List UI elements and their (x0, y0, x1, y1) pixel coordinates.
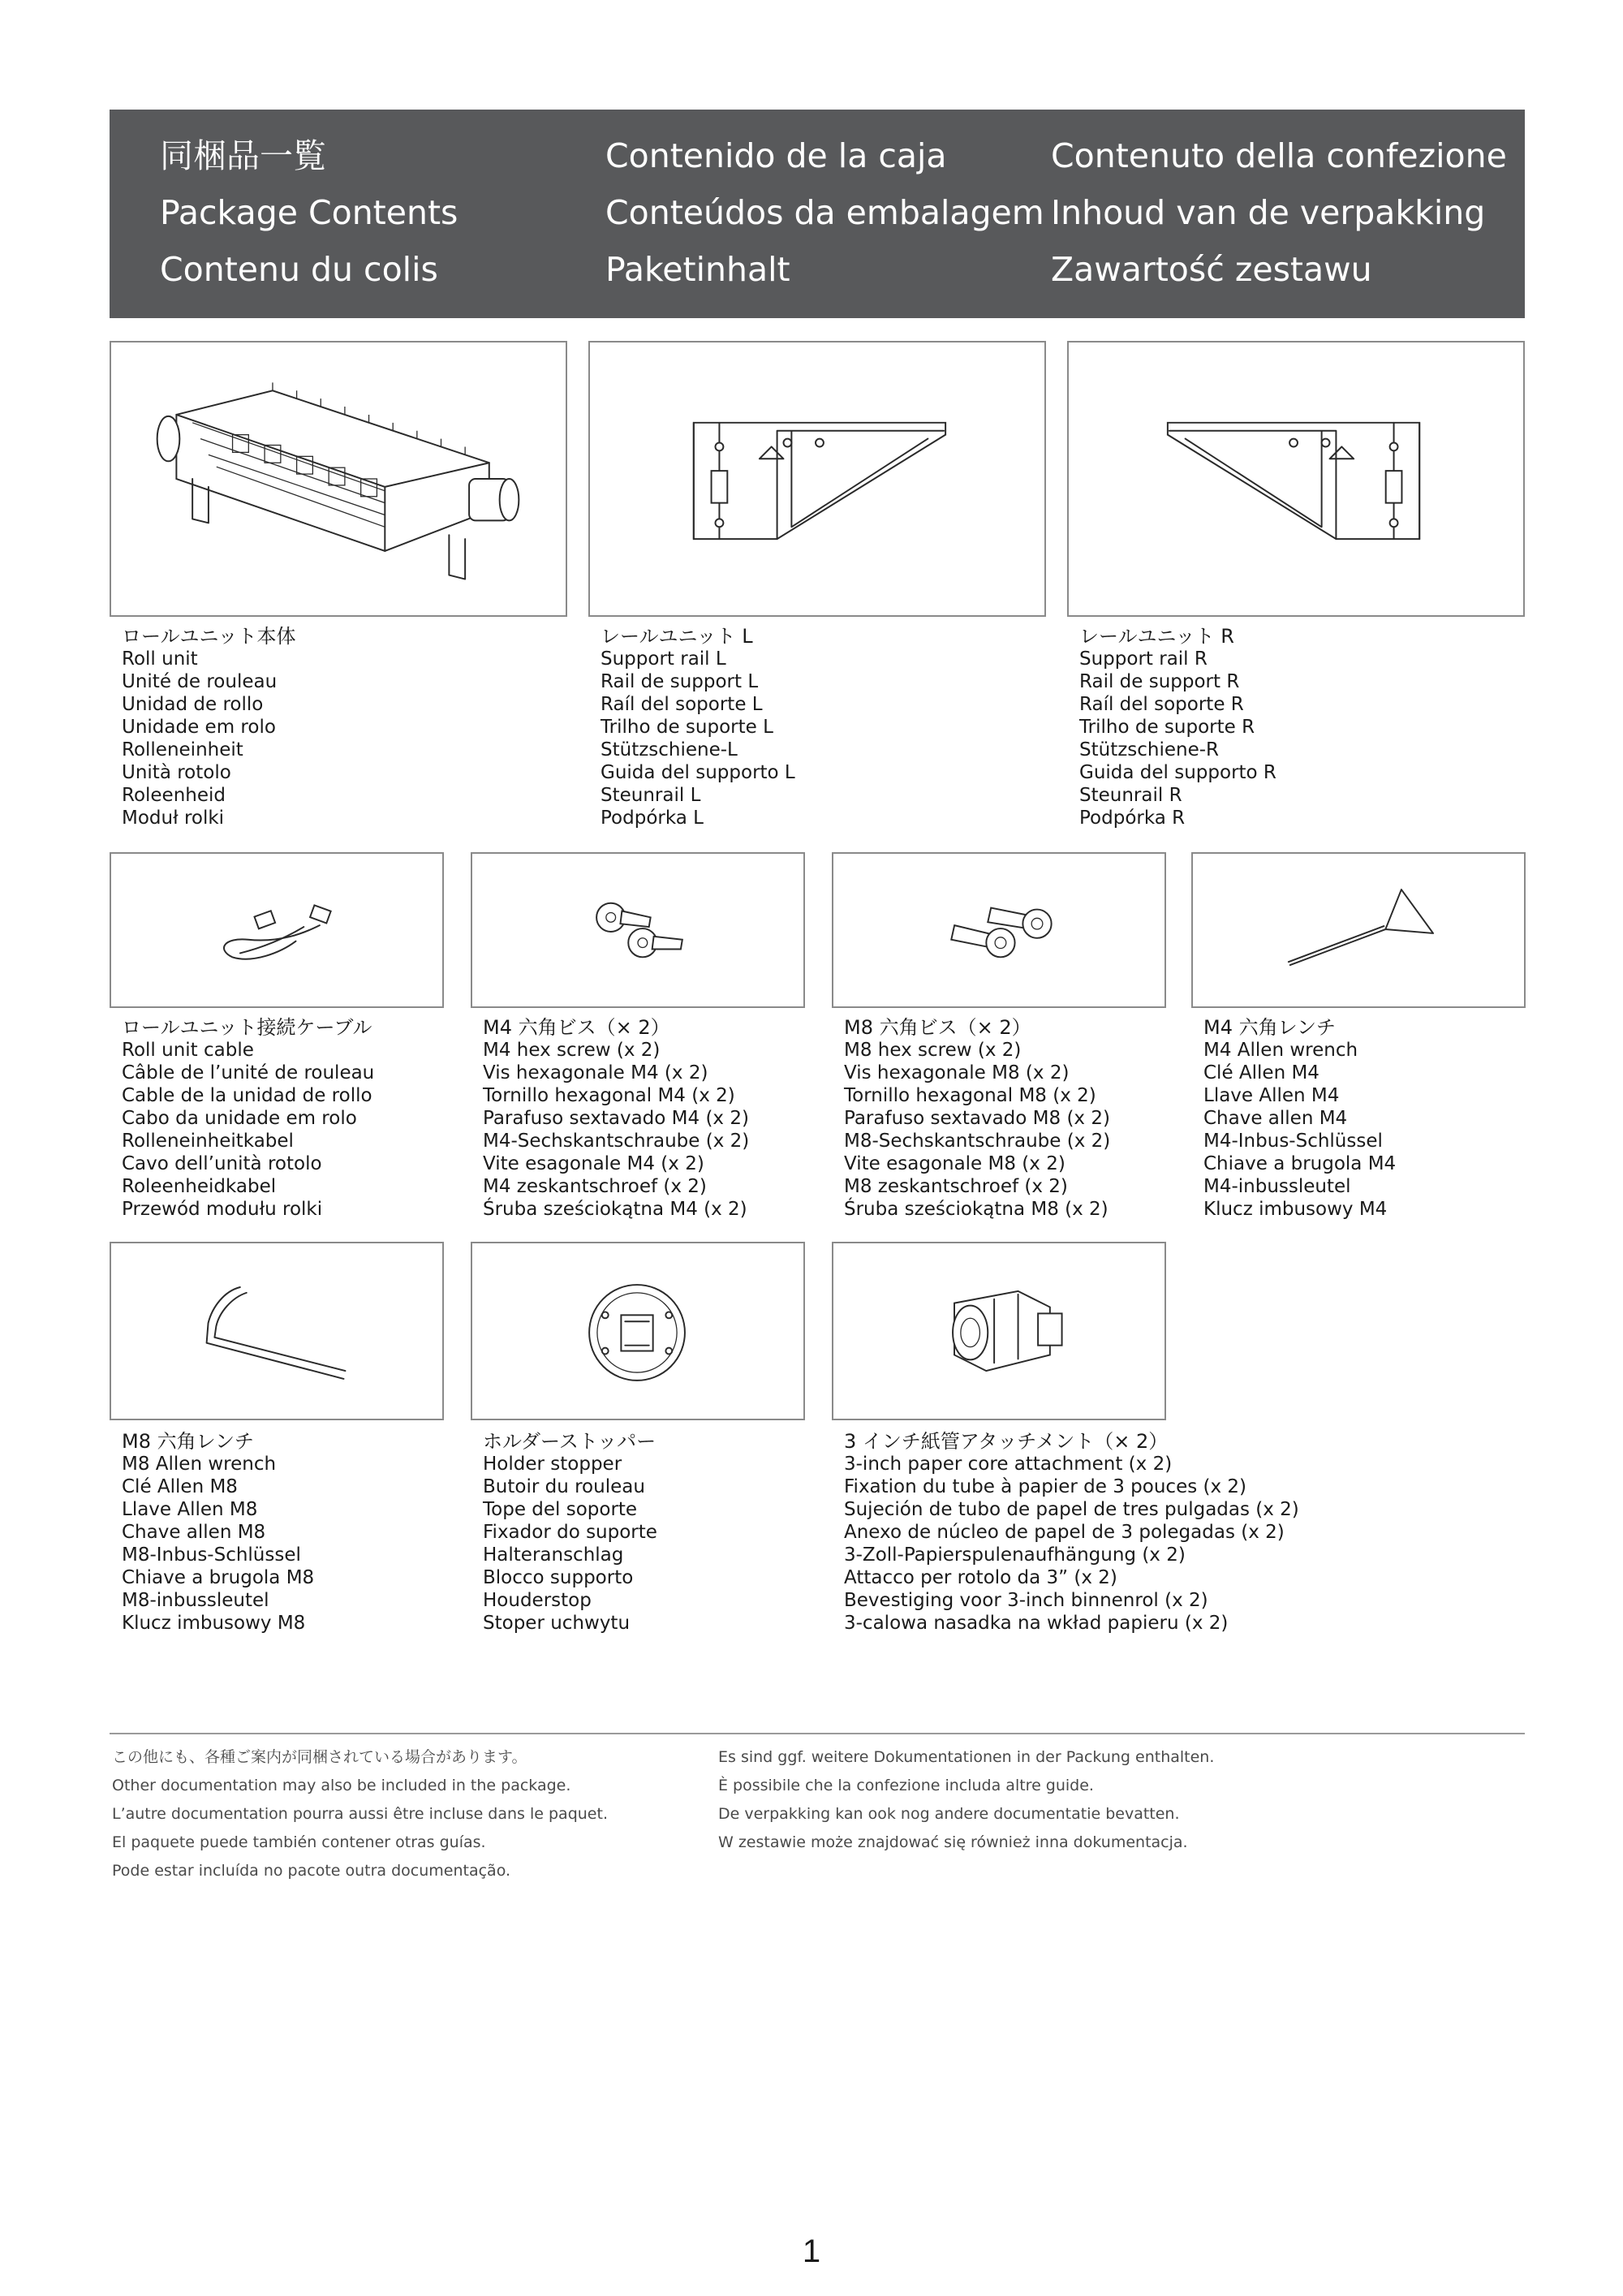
caption-line: Unidad de rollo (122, 694, 264, 715)
caption-line: M4 Allen wrench (1203, 1040, 1358, 1061)
caption-line: M4 hex screw (x 2) (483, 1040, 661, 1061)
caption-line: Rolleneinheit (122, 739, 243, 760)
caption-line: M8-Sechskantschraube (x 2) (844, 1131, 1111, 1152)
note-line: Es sind ggf. weitere Dokumentationen in der Packung enthalten. (718, 1748, 1215, 1766)
caption-line: 3-calowa nasadka na wkład papieru (x 2) (844, 1613, 1229, 1634)
page-number: 1 (802, 2234, 821, 2269)
notes-left (112, 1743, 608, 1885)
caption-line: Stützschiene-R (1079, 739, 1220, 760)
roll-unit-illustration (111, 342, 566, 615)
title-pl: Zawartość zestawu (1051, 250, 1372, 289)
caption-line: ホルダーストッパー (483, 1430, 657, 1453)
caption-line: Vis hexagonale M4 (x 2) (483, 1062, 708, 1083)
caption-line: Sujeción de tubo de papel de tres pulgadas (x 2) (844, 1499, 1299, 1520)
item-box-support-rail-left (588, 341, 1046, 617)
caption-line: Raíl del soporte R (1079, 694, 1244, 715)
item-box-roll-unit (110, 341, 567, 617)
title-nl: Inhoud van de verpakking (1051, 193, 1486, 232)
note-line: L’autre documentation pourra aussi être incluse dans le paquet. (112, 1805, 608, 1823)
caption-support-rail-right (1079, 625, 1276, 829)
caption-line: Attacco per rotolo da 3” (x 2) (844, 1567, 1117, 1588)
caption-line: Chave allen M4 (1203, 1108, 1348, 1129)
caption-line: M4 zeskantschroef (x 2) (483, 1176, 707, 1197)
note-line: W zestawie może znajdować się również inna dokumentacja. (718, 1833, 1188, 1851)
caption-line: M4-Inbus-Schlüssel (1203, 1131, 1383, 1152)
caption-line: Parafuso sextavado M8 (x 2) (844, 1108, 1110, 1129)
caption-line: Butoir du rouleau (483, 1476, 645, 1497)
title-en: Package Contents (160, 193, 458, 232)
caption-line: Parafuso sextavado M4 (x 2) (483, 1108, 749, 1129)
item-box-holder-stopper (471, 1242, 805, 1420)
caption-line: Rail de support L (601, 671, 759, 692)
caption-line: Chiave a brugola M4 (1203, 1153, 1397, 1174)
support-rail-right-illustration (1069, 342, 1523, 615)
caption-line: ロールユニット本体 (122, 625, 296, 648)
note-line: È possibile che la confezione includa altre guide. (718, 1777, 1094, 1794)
caption-line: レールユニット R (1079, 625, 1234, 648)
item-box-support-rail-right (1067, 341, 1525, 617)
caption-line: Cavo dell’unità rotolo (122, 1153, 322, 1174)
caption-line: Raíl del soporte L (601, 694, 763, 715)
caption-line: Śruba sześciokątna M8 (x 2) (844, 1199, 1109, 1220)
caption-line: Rail de support R (1079, 671, 1240, 692)
holder-stopper-illustration (472, 1243, 803, 1419)
caption-line: Trilho de suporte R (1079, 717, 1255, 738)
m8-hex-screw-illustration (833, 854, 1165, 1006)
caption-line: Guida del supporto L (601, 762, 795, 783)
caption-line: Unidade em rolo (122, 717, 276, 738)
caption-line: Support rail L (601, 648, 726, 670)
caption-line: Houderstop (483, 1590, 592, 1611)
caption-line: 3-inch paper core attachment (x 2) (844, 1454, 1173, 1475)
caption-line: Podpórka R (1079, 808, 1186, 829)
caption-line: Tornillo hexagonal M8 (x 2) (844, 1085, 1096, 1106)
caption-line: Roll unit cable (122, 1040, 254, 1061)
caption-line: Podpórka L (601, 808, 704, 829)
caption-line: Tope del soporte (483, 1499, 638, 1520)
caption-m4-allen-wrench (1203, 1016, 1396, 1221)
caption-m8-hex-screw (844, 1016, 1110, 1221)
caption-line: M4 六角ビス（× 2） (483, 1016, 670, 1039)
caption-line: Clé Allen M4 (1203, 1062, 1319, 1083)
caption-line: M8 六角レンチ (122, 1430, 255, 1453)
title-it: Contenuto della confezione (1051, 136, 1507, 175)
item-box-paper-core-attachment (832, 1242, 1166, 1420)
caption-line: Tornillo hexagonal M4 (x 2) (483, 1085, 735, 1106)
caption-line: Fixation du tube à papier de 3 pouces (x 2) (844, 1476, 1247, 1497)
caption-line: Halteranschlag (483, 1544, 624, 1566)
caption-line: Unité de rouleau (122, 671, 278, 692)
m4-hex-screw-illustration (472, 854, 803, 1006)
caption-line: 3 インチ紙管アタッチメント（× 2） (844, 1430, 1169, 1453)
header-banner (110, 110, 1525, 318)
m8-allen-wrench-illustration (111, 1243, 442, 1419)
title-ja: 同梱品一覧 (160, 136, 326, 175)
title-pt: Conteúdos da embalagem (605, 193, 1044, 232)
caption-line: M4-Sechskantschraube (x 2) (483, 1131, 750, 1152)
caption-m8-allen-wrench (122, 1430, 314, 1635)
caption-line: ロールユニット接続ケーブル (122, 1016, 372, 1039)
caption-line: M8 zeskantschroef (x 2) (844, 1176, 1068, 1197)
caption-line: Fixador do suporte (483, 1522, 657, 1543)
caption-line: Blocco supporto (483, 1567, 634, 1588)
caption-line: Steunrail R (1079, 785, 1182, 806)
caption-line: Holder stopper (483, 1454, 622, 1475)
caption-line: Cabo da unidade em rolo (122, 1108, 357, 1129)
caption-line: Rolleneinheitkabel (122, 1131, 294, 1152)
caption-line: Chiave a brugola M8 (122, 1567, 315, 1588)
caption-line: Llave Allen M4 (1203, 1085, 1340, 1106)
caption-paper-core-attachment (844, 1430, 1299, 1635)
caption-support-rail-left (601, 625, 795, 829)
caption-line: Llave Allen M8 (122, 1499, 258, 1520)
support-rail-left-illustration (590, 342, 1044, 615)
m4-allen-wrench-illustration (1193, 854, 1524, 1006)
caption-roll-unit (122, 625, 296, 829)
caption-line: Vite esagonale M8 (x 2) (844, 1153, 1065, 1174)
note-line: Other documentation may also be included in the package. (112, 1777, 571, 1794)
notes-right (718, 1743, 1214, 1857)
caption-line: Klucz imbusowy M8 (122, 1613, 306, 1634)
caption-line: Moduł rolki (122, 808, 225, 829)
caption-line: Support rail R (1079, 648, 1208, 670)
caption-line: Bevestiging voor 3-inch binnenrol (x 2) (844, 1590, 1208, 1611)
caption-line: Przewód modułu rolki (122, 1199, 323, 1220)
caption-line: Klucz imbusowy M4 (1203, 1199, 1388, 1220)
caption-line: M8 Allen wrench (122, 1454, 277, 1475)
caption-line: Clé Allen M8 (122, 1476, 238, 1497)
caption-line: Câble de l’unité de rouleau (122, 1062, 375, 1083)
caption-line: レールユニット L (601, 625, 753, 648)
caption-line: M8-inbussleutel (122, 1590, 269, 1611)
caption-line: M8 六角ビス（× 2） (844, 1016, 1031, 1039)
caption-line: Trilho de suporte L (601, 717, 773, 738)
item-box-m4-hex-screw (471, 852, 805, 1008)
caption-line: M8-Inbus-Schlüssel (122, 1544, 301, 1566)
caption-line: Guida del supporto R (1079, 762, 1276, 783)
item-box-m8-hex-screw (832, 852, 1166, 1008)
note-line: El paquete puede también contener otras guías. (112, 1833, 486, 1851)
caption-line: Steunrail L (601, 785, 701, 806)
caption-line: Vis hexagonale M8 (x 2) (844, 1062, 1070, 1083)
caption-line: Vite esagonale M4 (x 2) (483, 1153, 704, 1174)
caption-m4-hex-screw (483, 1016, 749, 1221)
caption-line: Roleenheidkabel (122, 1176, 277, 1197)
caption-line: Roleenheid (122, 785, 226, 806)
caption-holder-stopper (483, 1430, 657, 1635)
item-box-m8-allen-wrench (110, 1242, 444, 1420)
divider (110, 1733, 1525, 1734)
note-line: De verpakking kan ook nog andere documentatie bevatten. (718, 1805, 1180, 1823)
caption-line: Roll unit (122, 648, 198, 670)
title-de: Paketinhalt (605, 250, 790, 289)
caption-line: Cable de la unidad de rollo (122, 1085, 372, 1106)
caption-line: 3-Zoll-Papierspulenaufhängung (x 2) (844, 1544, 1186, 1566)
note-line: この他にも、各種ご案内が同梱されている場合があります。 (112, 1748, 527, 1766)
note-line: Pode estar incluída no pacote outra documentação. (112, 1862, 511, 1880)
caption-line: Chave allen M8 (122, 1522, 266, 1543)
caption-line: Anexo de núcleo de papel de 3 polegadas (x 2) (844, 1522, 1285, 1543)
paper-core-attachment-illustration (833, 1243, 1165, 1419)
caption-line: Unità rotolo (122, 762, 231, 783)
caption-line: M4 六角レンチ (1203, 1016, 1337, 1039)
caption-roll-unit-cable (122, 1016, 374, 1221)
caption-line: M4-inbussleutel (1203, 1176, 1351, 1197)
caption-line: Stoper uchwytu (483, 1613, 631, 1634)
caption-line: Stützschiene-L (601, 739, 738, 760)
caption-line: Śruba sześciokątna M4 (x 2) (483, 1199, 747, 1220)
title-fr: Contenu du colis (160, 250, 438, 289)
caption-line: M8 hex screw (x 2) (844, 1040, 1022, 1061)
title-es: Contenido de la caja (605, 136, 947, 175)
item-box-roll-unit-cable (110, 852, 444, 1008)
item-box-m4-allen-wrench (1191, 852, 1526, 1008)
roll-unit-cable-illustration (111, 854, 442, 1006)
